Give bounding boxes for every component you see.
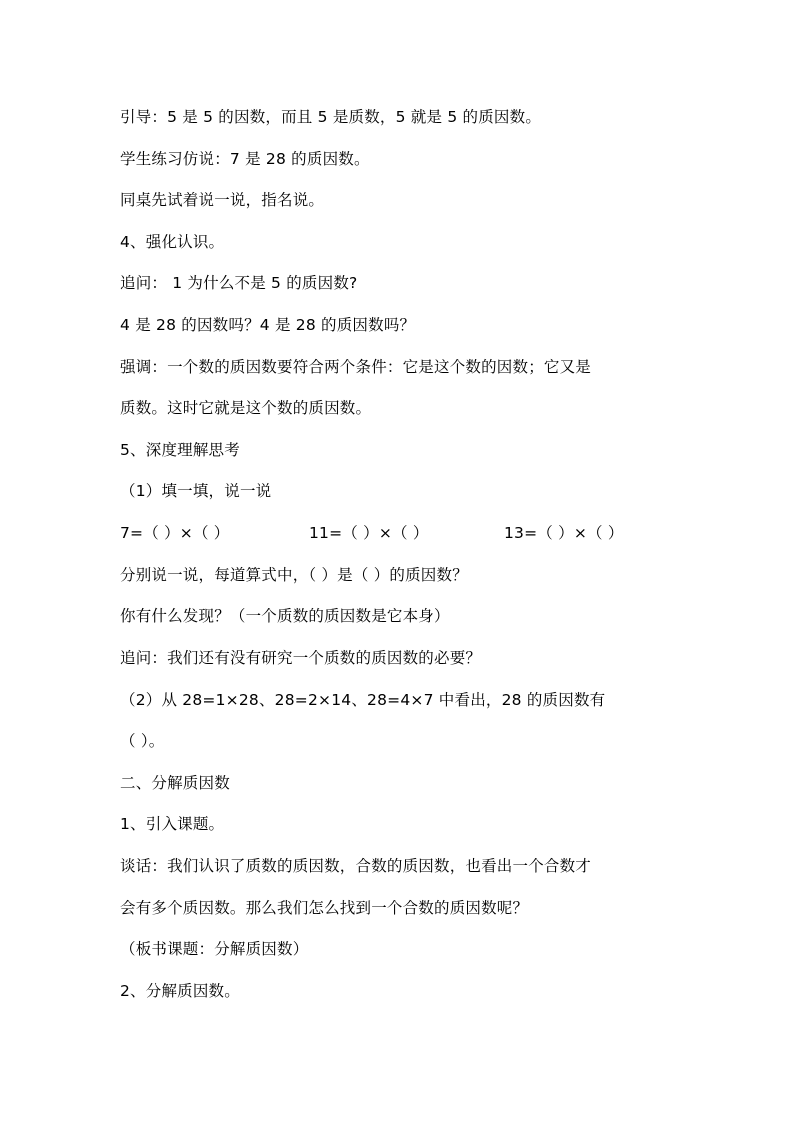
paragraph-line: （1）填一填，说一说 <box>120 482 272 500</box>
paragraph-line: 4 是 28 的因数吗？4 是 28 的质因数吗？ <box>120 316 416 334</box>
paragraph-line: 强调：一个数的质因数要符合两个条件：它是这个数的因数；它又是 <box>120 358 592 376</box>
paragraph-line: 你有什么发现？（一个质数的质因数是它本身） <box>120 607 450 625</box>
equation: 11=（ ）×（ ） <box>309 524 429 542</box>
paragraph-line: 学生练习仿说：7 是 28 的质因数。 <box>120 150 370 168</box>
paragraph-line: 会有多个质因数。那么我们怎么找到一个合数的质因数呢？ <box>120 899 529 917</box>
paragraph-line: （ ）。 <box>120 732 165 750</box>
equation: 13=（ ）×（ ） <box>504 524 624 542</box>
equation: 7=（ ）×（ ） <box>120 524 230 542</box>
paragraph-line: 引导：5 是 5 的因数，而且 5 是质数，5 就是 5 的质因数。 <box>120 108 542 126</box>
section-heading: 2、分解质因数。 <box>120 982 240 1000</box>
section-heading: 1、引入课题。 <box>120 815 225 833</box>
section-heading: 4、强化认识。 <box>120 233 225 251</box>
paragraph-line: 谈话：我们认识了质数的质因数，合数的质因数，也看出一个合数才 <box>120 857 592 875</box>
paragraph-line: 质数。这时它就是这个数的质因数。 <box>120 399 372 417</box>
paragraph-line: （板书课题：分解质因数） <box>120 940 309 958</box>
paragraph-line: 同桌先试着说一说，指名说。 <box>120 191 325 209</box>
paragraph-line: （2）从 28=1×28、28=2×14、28=4×7 中看出，28 的质因数有 <box>120 691 606 709</box>
section-heading: 二、分解质因数 <box>120 774 230 792</box>
paragraph-line: 追问： 1 为什么不是 5 的质因数? <box>120 274 358 292</box>
equation-row <box>120 523 680 543</box>
section-heading: 5、深度理解思考 <box>120 441 240 459</box>
paragraph-line: 分别说一说，每道算式中，（ ）是（ ）的质因数？ <box>120 566 468 584</box>
paragraph-line: 追问：我们还有没有研究一个质数的质因数的必要？ <box>120 649 482 667</box>
